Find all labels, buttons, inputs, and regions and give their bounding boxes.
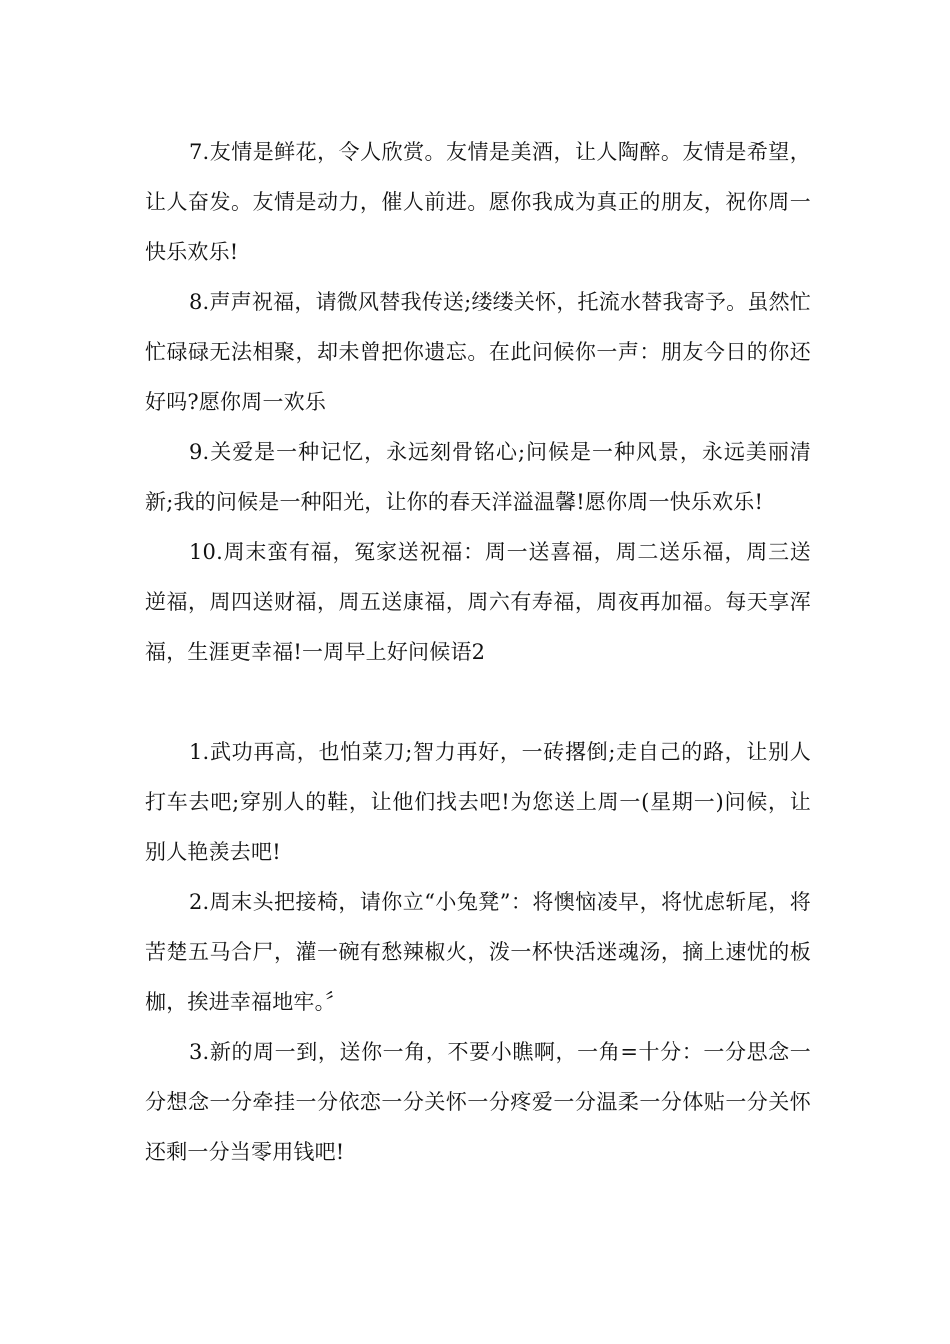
paragraph-1: 1.武功再高，也怕菜刀;智力再好，一砖撂倒;走自己的路，让别人打车去吧;穿别人的鞋，让他们找去吧!为您送上周一(星期一)问候，让别人艳羡去吧!	[145, 740, 811, 864]
section-gap	[145, 677, 811, 727]
paragraph-2: 2.周末头把接椅，请你立“小兔凳”：将懊恼凌早，将忧虑斩尾，将苦楚五马合尸，灌一碗有愁辣椒火，泼一杯快活迷魂汤，摘上速忧的板枷，挨进幸福地牢。〞	[145, 890, 811, 1014]
paragraph-3: 3.新的周一到，送你一角，不要小瞧啊，一角=十分：一分思念一分想念一分牵挂一分依恋一分关怀一分疼爱一分温柔一分体贴一分关怀还剩一分当零用钱吧!	[145, 1040, 811, 1164]
paragraph-9: 9.关爱是一种记忆，永远刻骨铭心;问候是一种风景，永远美丽清新;我的问候是一种阳光，让你的春天洋溢温馨!愿你周一快乐欢乐!	[145, 440, 811, 514]
document-body	[145, 127, 811, 1177]
paragraph-7: 7.友情是鲜花，令人欣赏。友情是美酒，让人陶醉。友情是希望，让人奋发。友情是动力，催人前进。愿你我成为真正的朋友，祝你周一快乐欢乐!	[145, 140, 811, 264]
paragraph-10: 10.周末蛮有福，冤家送祝福：周一送喜福，周二送乐福，周三送逆福，周四送财福，周五送康福，周六有寿福，周夜再加福。每天享浑福，生涯更幸福!一周早上好问候语2	[145, 540, 811, 664]
paragraph-8: 8.声声祝福，请微风替我传送;缕缕关怀，托流水替我寄予。虽然忙忙碌碌无法相聚，却未曾把你遗忘。在此问候你一声：朋友今日的你还好吗?愿你周一欢乐	[145, 290, 811, 414]
